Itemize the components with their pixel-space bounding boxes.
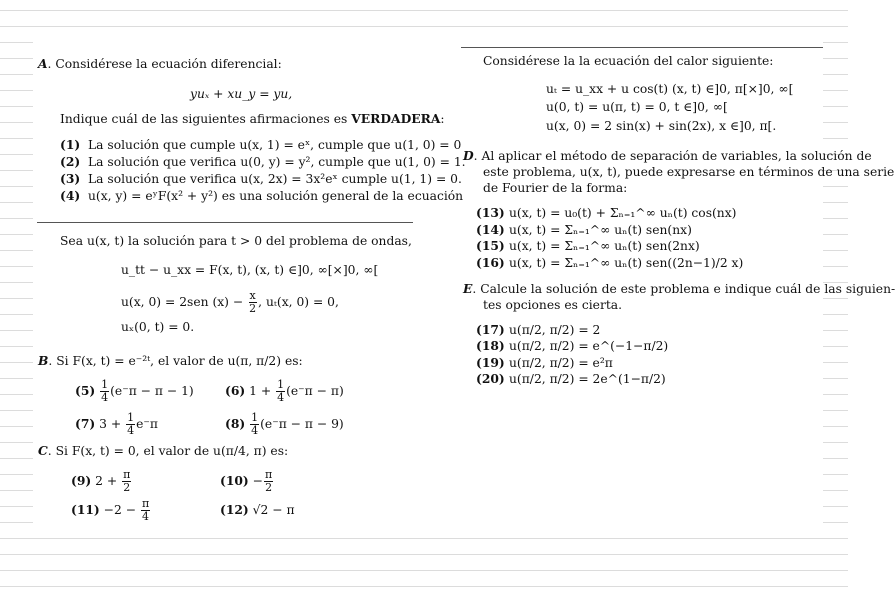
problem-e-line2: tes opciones es cierta. bbox=[483, 298, 623, 312]
option-text: La solución que cumple u(x, 1) = eˣ, cumple que u(1, 0) = 0 bbox=[88, 138, 462, 152]
option-number: (20) bbox=[476, 371, 505, 386]
problem-d-line3: de Fourier de la forma: bbox=[483, 181, 628, 195]
option-number: (14) bbox=[476, 222, 505, 237]
problem-e-line1: E. Calcule la solución de este problema e indique cuál de las siguien- bbox=[463, 281, 895, 296]
option-7: (7) 3 + $\frac{1}{4}$ e⁻π bbox=[75, 411, 158, 437]
option-number: (19) bbox=[476, 355, 505, 370]
option-text: u(x, t) = Σₙ₌₁^∞ uₙ(t) sen(2nx) bbox=[509, 239, 700, 253]
heat-equation-1: uₜ = u_xx + u cos(t) (x, t) ∈]0, π[×]0, ∞[ bbox=[546, 82, 794, 96]
option-text: La solución que verifica u(x, 2x) = 3x²eˣ cumple u(1, 1) = 0. bbox=[88, 172, 462, 186]
option-number: (17) bbox=[476, 322, 505, 337]
exam-sheet bbox=[33, 36, 895, 524]
option-number: (16) bbox=[476, 255, 505, 270]
option-number: (18) bbox=[476, 338, 505, 353]
divider bbox=[461, 47, 823, 48]
option-text: u(π/2, π/2) = 2e^(1−π/2) bbox=[509, 372, 666, 386]
option-10: (10) − $\frac{\pi}{2}$ bbox=[220, 468, 273, 494]
problem-a-heading: A. Considérese la ecuación diferencial: bbox=[38, 56, 282, 71]
option-text: u(x, t) = Σₙ₌₁^∞ uₙ(t) sen((2n−1)/2 x) bbox=[509, 256, 744, 270]
option-9: (9) 2 + $\frac{\pi}{2}$ bbox=[71, 468, 131, 494]
problem-d-line2: este problema, u(x, t), puede expresarse en términos de una serie bbox=[483, 165, 895, 179]
option-number: (1) bbox=[60, 137, 81, 152]
wave-equation-1: u_tt − u_xx = F(x, t), (x, t) ∈]0, ∞[×]0, ∞[ bbox=[121, 263, 379, 277]
option-text: La solución que verifica u(0, y) = y², cumple que u(1, 0) = 1. bbox=[88, 155, 466, 169]
heat-equation-2: u(0, t) = u(π, t) = 0, t ∈]0, ∞[ bbox=[546, 100, 728, 114]
option-number: (4) bbox=[60, 188, 81, 203]
option-text: u(π/2, π/2) = 2 bbox=[509, 323, 601, 337]
option-12: (12) √2 − π bbox=[220, 502, 295, 517]
option-5: (5) $\frac{1}{4}$ (e⁻π − π − 1) bbox=[75, 378, 194, 404]
problem-c-heading: C. Si F(x, t) = 0, el valor de u(π/4, π) es: bbox=[38, 443, 289, 458]
option-11: (11) −2 − $\frac{\pi}{4}$ bbox=[71, 497, 150, 523]
problem-a-prompt: Indique cuál de las siguientes afirmaciones es VERDADERA: bbox=[60, 111, 445, 126]
option-number: (13) bbox=[476, 205, 505, 220]
heat-equation-3: u(x, 0) = 2 sin(x) + sin(2x), x ∈]0, π[. bbox=[546, 119, 777, 133]
problem-a-equation: yuₓ + xu_y = yu, bbox=[190, 87, 293, 101]
option-number: (3) bbox=[60, 171, 81, 186]
problem-b-heading: B. Si F(x, t) = e⁻²ᵗ, el valor de u(π, π/2) es: bbox=[38, 353, 303, 368]
wave-equation-3: uₓ(0, t) = 0. bbox=[121, 320, 195, 334]
option-text: u(π/2, π/2) = e^(−1−π/2) bbox=[509, 339, 669, 353]
divider bbox=[37, 222, 413, 223]
option-text: u(π/2, π/2) = e²π bbox=[509, 356, 613, 370]
wave-intro: Sea u(x, t) la solución para t > 0 del problema de ondas, bbox=[60, 234, 412, 248]
option-number: (2) bbox=[60, 154, 81, 169]
option-number: (15) bbox=[476, 238, 505, 253]
wave-equation-2: u(x, 0) = 2sen (x) − $\frac{x}{2}$ , uₜ(x, 0) = 0, bbox=[121, 289, 339, 315]
problem-d-line1: D. Al aplicar el método de separación de variables, la solución de bbox=[463, 148, 872, 163]
option-text: u(x, t) = Σₙ₌₁^∞ uₙ(t) sen(nx) bbox=[509, 223, 692, 237]
option-8: (8) $\frac{1}{4}$ (e⁻π − π − 9) bbox=[225, 411, 344, 437]
option-6: (6) 1 + $\frac{1}{4}$ (e⁻π − π) bbox=[225, 378, 344, 404]
heat-intro: Considérese la la ecuación del calor siguiente: bbox=[483, 54, 774, 68]
option-text: u(x, y) = eʸF(x² + y²) es una solución general de la ecuación bbox=[88, 189, 464, 203]
option-text: u(x, t) = u₀(t) + Σₙ₌₁^∞ uₙ(t) cos(nx) bbox=[509, 206, 737, 220]
